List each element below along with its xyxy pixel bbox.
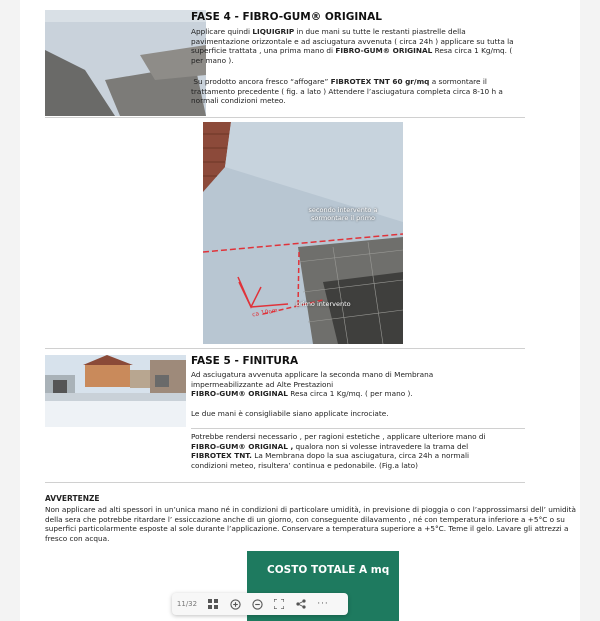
expand-icon (274, 599, 284, 609)
grid-icon (208, 599, 218, 609)
fullscreen-button[interactable] (268, 593, 290, 615)
fase5-p3-b: FIBRO-GUM® ORIGINAL , (191, 441, 294, 451)
fase4-photo (45, 10, 206, 116)
figure-label-first: primo intervento (296, 300, 351, 308)
fase4-p2-b: FIBROTEX TNT 60 gr/mq (330, 77, 430, 86)
fase5-p1: Ad asciugatura avvenuta applicare la seconda mano di Membrana impermeabilizzante ad Alte Prestazioni (191, 370, 434, 389)
divider (191, 428, 525, 429)
figure-label-second: secondo intervento a sormontare il primo (308, 206, 378, 222)
fase5-paragraph-3 (191, 432, 506, 470)
fase5-p1-c: Resa circa 1 Kg/mq. ( per mano ). (287, 389, 413, 399)
costo-title: COSTO TOTALE A mq (267, 564, 390, 576)
zoom-in-button[interactable] (224, 593, 246, 615)
fase5-photo (45, 355, 186, 427)
fase4-p1-a: Applicare quindi (191, 27, 253, 36)
fase4-p1-b: LIQUIGRIP (252, 27, 295, 36)
more-button[interactable] (312, 593, 334, 615)
zoom-in-icon (230, 599, 241, 610)
grid-view-button[interactable] (202, 593, 224, 615)
fase4-p1-d: FIBRO-GUM® ORIGINAL (335, 46, 433, 56)
share-button[interactable] (290, 593, 312, 615)
document-page (20, 0, 580, 621)
fase4-p1-c: in due mani su tutte le restanti piastrelle della pavimentazione orizzontale e ad asciugatura avvenuta ( circa 24h ) applicare su tutta la superficie trattata , una prima mano di (191, 27, 514, 56)
fase4-p2-a: Su prodotto ancora fresco “affogare” (193, 77, 331, 86)
divider (45, 117, 525, 118)
fase5-p3-d: FIBROTEX TNT. (191, 451, 252, 461)
fase5-paragraph-2: Le due mani è consigliabile siano applicate incrociate. (191, 409, 389, 418)
page-indicator: 11/32 (176, 600, 198, 608)
fase5-paragraph-1 (191, 370, 501, 399)
detail-figure (203, 122, 403, 344)
fase5-p3-a: Potrebbe rendersi necessario , per ragioni estetiche , applicare ulteriore mano di (191, 432, 486, 441)
fase4-paragraph-1 (191, 27, 526, 65)
divider (45, 482, 525, 483)
avvertenze-title: AVVERTENZE (45, 494, 100, 503)
more-icon: ··· (317, 599, 329, 609)
fase4-paragraph-2 (191, 77, 526, 106)
fase4-p2-c: a sormontare il trattamento precedente ( fig. a lato ) Attendere l’asciugatura completa circa 8-10 h a normali condizioni meteo. (191, 77, 503, 106)
fase5-p3-e: La Membrana dopo la sua asciugatura, circa 24h a normali condizioni meteo, risultera’ continua e pedonabile. (Fig.a lato) (191, 451, 470, 470)
figure-label-hand: ca 10cm (251, 307, 279, 319)
fase4-title: FASE 4 - FIBRO-GUM® ORIGINAL (191, 11, 382, 23)
fase4-p1-e: Resa circa 1 Kg/mq. ( per mano ). (191, 46, 513, 65)
avvertenze-text: Non applicare ad alti spessori in un’unica mano né in condizioni di particolare umidità, in previsione di pioggia o con l’approssimarsi dell’ umidità della sera che potrebbe ritardare l’ essiccazione anche di un giorno, con conseguente dilavamento , né con temperatura inferiore a +5°C o su superfici particolarmente esposte al sole durante l’applicazione. Conservare a temperatura superiore a +5°C. Teme il gelo. Lavare gli attrezzi a fresco con acqua. (45, 505, 577, 543)
share-icon (296, 599, 306, 609)
fase5-p3-c: qualora non si volesse intravedere la trama del (293, 441, 469, 451)
viewer-toolbar (172, 593, 348, 615)
fase5-title: FASE 5 - FINITURA (191, 355, 299, 367)
fase5-p1-b: FIBRO-GUM® ORIGINAL (191, 389, 288, 399)
zoom-out-button[interactable] (246, 593, 268, 615)
zoom-out-icon (252, 599, 263, 610)
divider (45, 348, 525, 349)
